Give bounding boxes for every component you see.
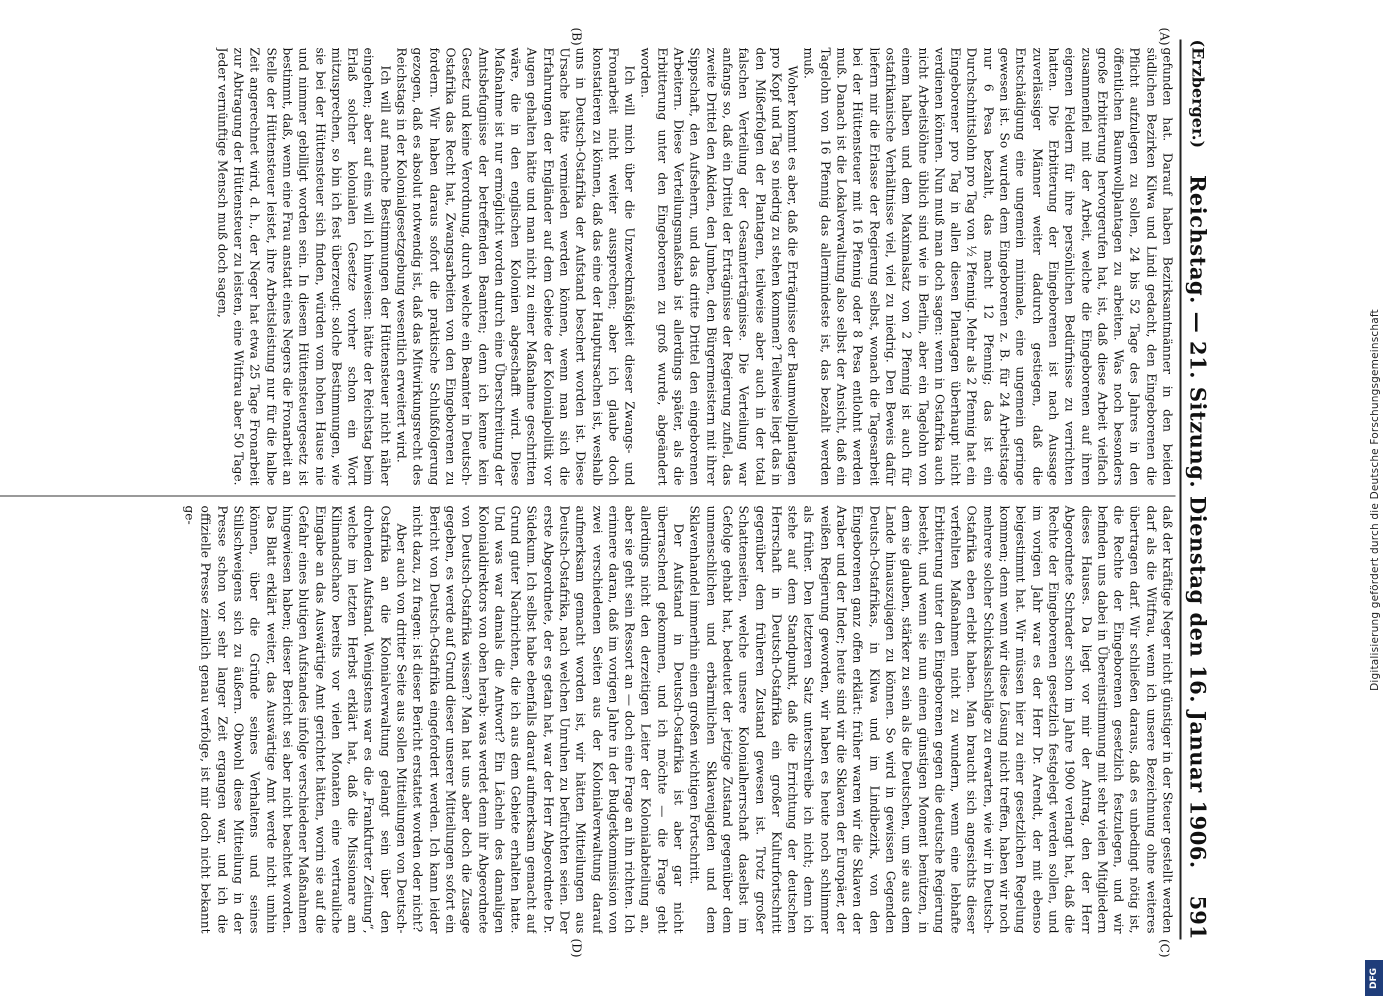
side-note-text: Digitalisierung gefördert durch die Deutsche Forschungsgemeinschaft [1369,309,1381,691]
page-title: Reichstag. — 21. Sitzung. Dienstag den 16. Januar 1906. [1186,174,1211,869]
page-number: 591 [1186,895,1211,940]
margin-letter-d: (D) [569,938,584,958]
column-divider [0,496,1176,497]
speaker-name: (Erzberger.) [1189,39,1208,149]
margin-letter-c: (C) [1157,938,1172,958]
left-text-column [0,48,1176,486]
paragraph: Der Aufstand in Deutsch-Ostafrika ist aber gar nicht überraschend gekommen, und ich möchte — die Frage geht allerdings nicht den derzeitigen Leiter der Kolonialabteilung an, aber sie geht sein Ressort an — doch eine Frage an ihn richten. Ich erinnere daran, daß im vorigen Jahre in der Budgetkommission von zwei verschiedenen Seiten aus der Kolonialverwaltung darauf aufmerksam gemacht worden ist, wir hätten Mitteilungen aus Deutsch-Ostafrika, nach welchen Unruhen zu befürchten seien. Der erste Abgeordnete, der es getan hat, war der Herr Abgeordnete Dr. Südekum. Ich selbst habe ebenfalls darauf aufmerksam gemacht auf Grund guter Nachrichten, die ich aus dem Gebiete erhalten hatte. Und was war damals die Antwort? Ein Lächeln des damaligen Kolonialdirektors von oben herab: was werdet denn ihr Abgeordnete von Deutsch-Ostafrika wissen? Man hat uns aber doch die Zusage gegeben, es werde auf Grund dieser unserer Mitteilungen sofort ein Bericht von Deutsch-Ostafrika eingefordert werden. Ich kann leider nicht dazu, zu fragen: ist dieser Bericht erstattet worden oder nicht? [410,505,686,934]
dfg-logo: DFG [1365,960,1383,996]
paragraph: Ich will mich über die Unzweckmäßigkeit dieser Zwangs- und Fronarbeit nicht weiter aussprechen; aber ich glaube doch konstatieren zu können, daß das eine der Hauptursachen ist, weshalb uns in Deutsch-Ostafrika der Aufstand beschert worden ist. Diese Ursache hätte vermieden werden können, wenn man sich die Erfahrungen der Engländer auf dem Gebiete der Kolonialpolitik vor Augen gehalten hätte und man nicht zu einer Maßnahme geschritten wäre, die in den englischen Kolonien abgeschafft wird. Diese Maßnahme ist nur ermöglicht worden durch eine Überschreitung der Amtsbefugnisse der betreffenden Beamten; denn ich kenne kein Gesetz und keine Verordnung, durch welche ein Beamter in Deutsch-Ostafrika das Recht hat, Zwangsarbeiten von den Eingeborenen zu fordern. Wir haben daraus sofort die praktische Schlußfolgerung gezogen, daß es absolut notwendig ist, daß das Mitwirkungsrecht des Reichstags in der Kolonialgesetzgebung wesentlich erweitert wird. [394,47,637,486]
paragraph: daß der kräftige Neger nicht günstiger in der Steuer gestellt werden darf als die Witfrau, wenn ich unsere Bezeichnung ohne weiteres übertragen darf. Wir schließen daraus, daß es unbedingt nötig ist, die Rechte der Eingeborenen gesetzlich festzulegen, und wir befinden uns dabei in Übereinstimmung mit sehr vielen Mitgliedern dieses Hauses. Da liegt vor mir der Antrag, den der Herr Abgeordnete Schrader schon im Jahre 1900 verlangt hat, daß die Rechte der Eingeborenen gesetzlich festgelegt werden sollen, und im vorigen Jahr war es der Herr Dr. Arendt, der mit ebenso beigestimmt hat. Wir müssen hier zu einer gesetzlichen Regelung kommen; denn wenn wir diese Lösung nicht treffen, haben wir noch mehrere solcher Schicksalsschläge zu erwarten, wie wir in Deutsch-Ostafrika eben erlebt haben. Man braucht sich angesichts dieser verfehlten Maßnahmen nicht zu wundern, wenn eine lebhafte Erbitterung unter den Eingeborenen gegen die deutsche Regierung besteht, und wenn sie nun einen günstigen Moment benützen, in dem sie glauben, stärker zu sein als die Deutschen, um sie aus dem Lande hinauszujagen zu können. So wird in gewissen Gegenden Deutsch-Ostafrikas, in Kilwa und im Lindibezirk, von den Eingeborenen ganz offen erklärt: früher waren wir die Sklaven der Araber und der Inder; heute sind wir die Sklaven der Europäer, der weißen Regierung geworden, wir haben es heute noch schlimmer als früher. Den letzteren Satz unterschreibe ich nicht; denn ich stehe auf dem Standpunkt, daß die Errichtung der deutschen Herrschaft in Deutsch-Ostafrika ein großer Kulturfortschritt gegenüber dem früheren Zustand gewesen ist. Trotz großer Schattenseiten, welche unsere Kolonialherrschaft daselbst im Gefolge gehabt hat, bedeutet der jetzige Zustand gegenüber dem unmenschlichen und erbärmlichen Sklavenjagden und dem Sklavenhandel immerhin einen großen wichtigen Fortschritt. [687,505,1175,934]
digitization-side-note [1365,0,1383,1000]
right-text-column [0,506,1176,934]
margin-letter-b: (B) [569,27,584,46]
margin-letter-a: (A) [1157,27,1172,46]
rotated-document-page [0,20,1224,960]
page-header [1180,40,1216,940]
paragraph: Aber auch von dritter Seite aus sollen Mitteilungen von Deutsch-Ostafrika an die Kolonialverwaltung gelangt sein über den drohenden Aufstand. Wenigstens war es die „Frankfurter Zeitung“, welche im letzten Herbst erklärt hat, daß die Missionare am Kilimandscharo bereits vor vielen Monaten eine vertrauliche Eingabe an das Auswärtige Amt gerichtet hätten, worin sie auf die Gefahr eines blutigen Aufstandes infolge verschiedener Maßnahmen hingewiesen haben; dieser Bericht sei aber nicht beachtet worden. Das Blatt erklärt weiter, das Auswärtige Amt werde nicht umhin können, über die Gründe seines Verhaltens und seines Stillschweigens sich zu äußern. Obwohl diese Mitteilung in der Presse schon vor sehr langer Zeit ergangen war, und ich die offizielle Presse ziemlich genau verfolge, ist mir doch nicht bekannt ge- [182,505,409,934]
paragraph: Ich will auf manche Bestimmungen der Hüttensteuer nicht näher eingehen; aber auf eins will ich hinweisen: hätte der Reichstag beim Erlaß solcher kolonialen Gesetze vorher schon ein Wort mitzusprechen, so bin ich fest überzeugt: solche Bestimmungen, wie sie bei der Hüttensteuer sich finden, würden vom hohen Hause nie und nimmer gebilligt worden sein. In diesem Hüttensteuergesetz ist bestimmt, daß, wenn eine Frau anstatt eines Negers die Fronarbeit an Stelle der Hüttensteuer leistet, ihre Arbeitsleistung nur für die halbe Zeit angerechnet wird, d. h., der Neger hat etwa 25 Tage Fronarbeit zur Abtragung der Hüttensteuer zu leisten, eine Witfrau aber 50 Tage. Jeder vernünftige Mensch muß doch sagen, [215,47,393,486]
paragraph: gefunden hat. Darauf haben Bezirksamtmänner in den beiden südlichen Bezirken Kilwa und Lindi gedacht, den Eingeborenen die Pflicht aufzulegen zu sollen, 24 bis 52 Tage des Jahres in den öffentlichen Baumwollplantagen zu arbeiten. Was noch besonders große Erbitterung hervorgerufen hat, ist, daß diese Arbeit vielfach zusammenfiel mit der Arbeit, welche die Eingeborenen auf ihren eigenen Feldern für ihre persönlichen Bedürfnisse zu verrichten hatten. Die Erbitterung der Eingeborenen ist nach Aussage zuverlässiger Männer weiter dadurch gestiegen, daß die Entschädigung eine ungemein minimale, eine ungemein geringe gewesen ist. So wurden dem Eingeborenen z. B. für 24 Arbeitstage nur 6 Pesa bezahlt, das macht 12 Pfennig; das ist ein Durchschnittslohn pro Tag von ½ Pfennig. Mehr als 2 Pfennig hat ein Eingeborener pro Tag in allen diesen Plantagen überhaupt nicht verdienen können. Nun muß man doch sagen: wenn in Ostafrika auch nicht Arbeitslöhne üblich sind wie in Berlin, aber ein Tagelohn von einem halben und dem Maximalsatz von 2 Pfennig ist auch für ostafrikanische Verhältnisse viel, viel zu niedrig. Den Beweis dafür liefern mir die Erlasse der Regierung selbst, wonach die Tagesarbeit bei der Hüttensteuer mit 16 Pfennig oder 8 Pesa entlohnt werden muß. Danach ist die Lokalverwaltung also selbst der Ansicht, daß ein Tagelohn von 16 Pfennig das allermindeste ist, das bezahlt werden muß. [801,47,1175,486]
paragraph: Woher kommt es aber, daß die Erträgnisse der Baumwollplantagen pro Kopf und Tag so niedrig zu stehen kommen? Teilweise liegt das in den Mißerfolgen der Plantagen, teilweise aber auch in der total falschen Verteilung der Gesamterträgnisse. Die Verteilung war anfangs so, daß ein Drittel der Erträgnisse der Regierung zufiel, das zweite Drittel den Akiden, den Jumben, den Bürgermeistern mit ihrer Sippschaft, den Aufsehern, und das dritte Drittel den eingeborenen Arbeitern. Diese Verteilungsmaßstab ist allerdings später, als die Erbitterung unter den Eingeborenen zu groß wurde, abgeändert worden. [639,47,800,486]
